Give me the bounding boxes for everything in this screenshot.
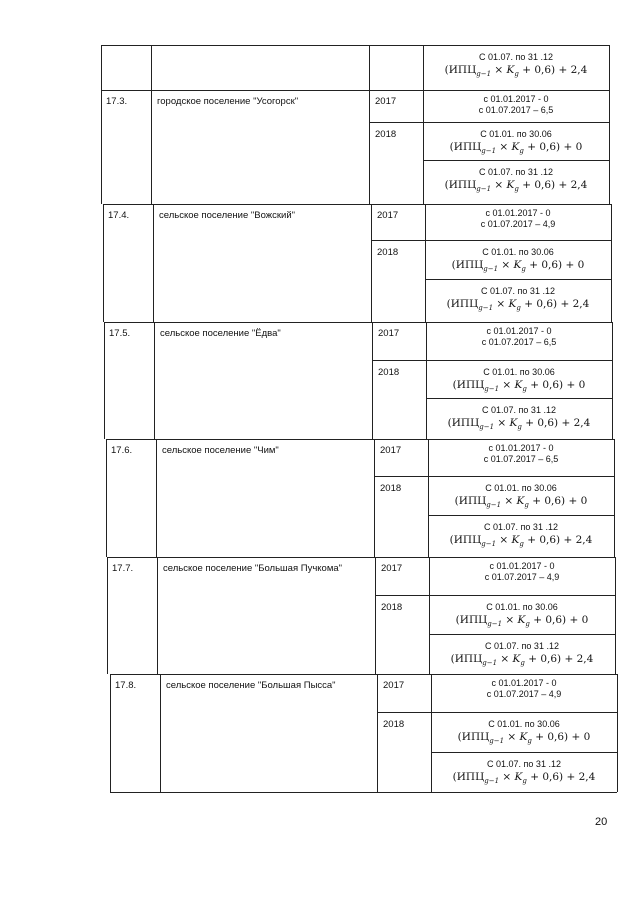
year-2018: 2018 <box>375 129 397 140</box>
row-number: 17.8. <box>115 680 137 691</box>
table-border <box>431 752 617 753</box>
table-border <box>372 360 612 361</box>
tariff-formula: $(ИПЦ_{g-1} \times K_g + 0,6) + 0$ <box>452 379 586 394</box>
table-border <box>369 45 370 90</box>
period-label: С 01.01. по 30.06 <box>480 129 552 139</box>
table-border <box>377 712 617 713</box>
table-border <box>160 674 161 792</box>
tariff-formula: $(ИПЦ_{g-1} \times K_g + 0,6) + 2,4$ <box>452 771 596 786</box>
table-border <box>101 90 102 204</box>
table-border <box>425 279 611 280</box>
tariff-formula: $(ИПЦ_{g-1} \times K_g + 0,6) + 2,4$ <box>449 534 593 549</box>
year-2017: 2017 <box>381 563 403 574</box>
year-2018: 2018 <box>380 483 402 494</box>
settlement-name: сельское поселение "Большая Пучкома" <box>163 563 343 574</box>
table-border <box>101 45 609 46</box>
rate-2017: с 01.01.2017 - 0 с 01.07.2017 – 4,9 <box>480 208 556 229</box>
rate-2017: с 01.01.2017 - 0 с 01.07.2017 – 6,5 <box>483 443 559 464</box>
tariff-formula: $(ИПЦ_{g-1} \times K_g + 0,6) + 0$ <box>457 731 591 746</box>
period-label: С 01.01. по 30.06 <box>483 367 555 377</box>
table-border <box>107 557 108 674</box>
table-border <box>369 90 370 204</box>
period-label: С 01.01. по 30.06 <box>482 247 554 257</box>
table-border <box>617 674 618 792</box>
year-2017: 2017 <box>375 96 397 107</box>
year-2017: 2017 <box>377 210 399 221</box>
period-label: С 01.07. по 31 .12 <box>479 167 553 177</box>
table-border <box>611 204 612 322</box>
table-border <box>101 45 102 90</box>
settlement-name: сельское поселение "Ёдва" <box>160 328 281 339</box>
table-border <box>103 204 611 205</box>
tariff-formula: $(ИПЦ_{g-1} \times K_g + 0,6) + 2,4$ <box>444 179 588 194</box>
year-2018: 2018 <box>383 719 405 730</box>
period-label: С 01.07. по 31 .12 <box>487 759 561 769</box>
table-border <box>371 240 611 241</box>
rate-2017: с 01.01.2017 - 0 с 01.07.2017 – 4,9 <box>486 678 562 699</box>
table-border <box>377 674 378 792</box>
period-label: С 01.07. по 31 .12 <box>485 641 559 651</box>
table-border <box>151 90 152 204</box>
table-border <box>374 439 375 557</box>
year-2017: 2017 <box>383 680 405 691</box>
period-label: С 01.07. по 31 .12 <box>479 52 553 62</box>
table-border <box>429 634 615 635</box>
tariff-formula: $(ИПЦ_{g-1} \times K_g + 0,6) + 0$ <box>449 141 583 156</box>
table-border <box>375 557 376 674</box>
table-border <box>369 122 609 123</box>
row-number: 17.3. <box>106 96 128 107</box>
table-border <box>110 674 111 792</box>
table-border <box>423 160 609 161</box>
table-border <box>426 398 612 399</box>
page-number: 20 <box>595 816 608 828</box>
table-border <box>106 439 614 440</box>
settlement-name: сельское поселение "Большая Пысса" <box>166 680 336 691</box>
table-border <box>110 792 617 793</box>
year-2018: 2018 <box>377 247 399 258</box>
period-label: С 01.07. по 31 .12 <box>481 286 555 296</box>
table-border <box>372 322 373 439</box>
tariff-formula: $(ИПЦ_{g-1} \times K_g + 0,6) + 0$ <box>454 495 588 510</box>
table-border <box>104 322 105 439</box>
table-border <box>615 557 616 674</box>
tariff-formula: $(ИПЦ_{g-1} \times K_g + 0,6) + 2,4$ <box>450 653 594 668</box>
row-number: 17.5. <box>109 328 131 339</box>
settlement-name: сельское поселение "Чим" <box>162 445 279 456</box>
table-border <box>106 439 107 557</box>
period-label: С 01.01. по 30.06 <box>486 602 558 612</box>
rate-2017: с 01.01.2017 - 0 с 01.07.2017 – 4,9 <box>484 561 560 582</box>
period-label: С 01.07. по 31 .12 <box>482 405 556 415</box>
table-border <box>609 90 610 204</box>
year-2018: 2018 <box>378 367 400 378</box>
period-label: С 01.01. по 30.06 <box>488 719 560 729</box>
table-border <box>151 45 152 90</box>
tariff-formula: $(ИПЦ_{g-1} \times K_g + 0,6) + 0$ <box>451 259 585 274</box>
row-number: 17.4. <box>108 210 130 221</box>
table-border <box>371 204 372 322</box>
table-border <box>107 557 615 558</box>
tariff-formula: $(ИПЦ_{g-1} \times K_g + 0,6) + 2,4$ <box>446 298 590 313</box>
row-number: 17.7. <box>112 563 134 574</box>
period-label: С 01.01. по 30.06 <box>485 483 557 493</box>
rate-2017: с 01.01.2017 - 0 с 01.07.2017 – 6,5 <box>481 326 557 347</box>
tariff-formula: $(ИПЦ_{g-1} \times K_g + 0,6) + 2,4$ <box>447 417 591 432</box>
table-border <box>374 476 614 477</box>
year-2018: 2018 <box>381 602 403 613</box>
table-border <box>154 322 155 439</box>
tariff-formula: $(ИПЦ_{g-1} \times K_g + 0,6) + 0$ <box>455 614 589 629</box>
settlement-name: сельское поселение "Вожский" <box>159 210 296 221</box>
table-border <box>157 557 158 674</box>
tariff-formula: $(ИПЦ_{g-1} \times K_g + 0,6) + 2,4$ <box>444 64 588 79</box>
year-2017: 2017 <box>378 328 400 339</box>
table-border <box>110 674 617 675</box>
table-border <box>156 439 157 557</box>
table-border <box>614 439 615 557</box>
period-label: С 01.07. по 31 .12 <box>484 522 558 532</box>
year-2017: 2017 <box>380 445 402 456</box>
table-border <box>428 515 614 516</box>
table-border <box>612 322 613 439</box>
rate-2017: с 01.01.2017 - 0 с 01.07.2017 – 6,5 <box>478 94 554 115</box>
table-border <box>103 204 104 322</box>
table-border <box>375 595 615 596</box>
table-border <box>153 204 154 322</box>
table-border <box>101 90 609 91</box>
row-number: 17.6. <box>111 445 133 456</box>
table-border <box>104 322 612 323</box>
settlement-name: городское поселение "Усогорск" <box>157 96 299 107</box>
table-border <box>609 45 610 90</box>
